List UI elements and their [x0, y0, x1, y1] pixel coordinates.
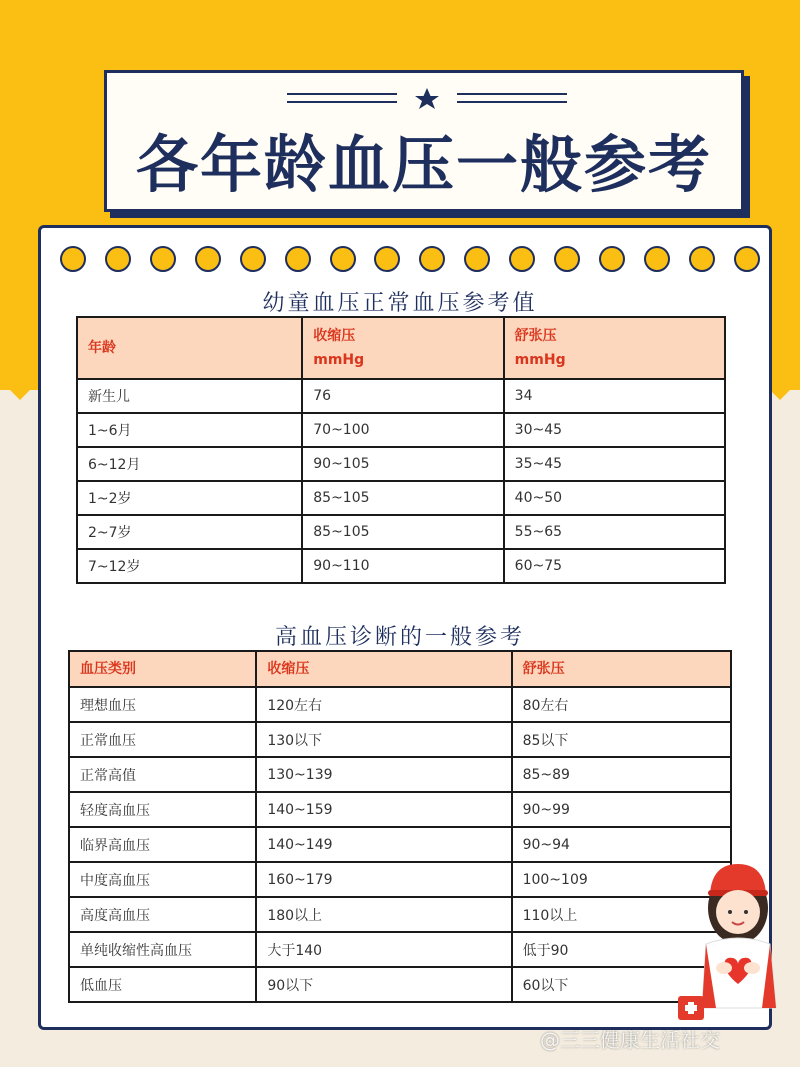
- title-card: [104, 70, 744, 212]
- table-cell: 76: [302, 379, 503, 413]
- table-row: [77, 515, 725, 549]
- table-cell: 120左右: [256, 687, 511, 722]
- column-header-line: mmHg: [514, 352, 566, 368]
- table-cell: 90以下: [256, 967, 511, 1002]
- table-row: [69, 722, 731, 757]
- star-ornament: [287, 87, 567, 111]
- table-row: [69, 827, 731, 862]
- table-cell: 85~89: [512, 757, 731, 792]
- ring-dot: [60, 246, 86, 272]
- table-cell: 理想血压: [69, 687, 256, 722]
- ring-dot: [509, 246, 535, 272]
- table-cell: 34: [504, 379, 725, 413]
- table-row: [77, 549, 725, 583]
- table-row: [69, 897, 731, 932]
- table-cell: 140~149: [256, 827, 511, 862]
- table-cell: 单纯收缩性高血压: [69, 932, 256, 967]
- table-cell: 90~94: [512, 827, 731, 862]
- column-header: 血压类别: [69, 651, 256, 687]
- nurse-illustration: [676, 858, 786, 1028]
- column-header-line: 舒张压: [514, 328, 557, 344]
- ring-dot: [105, 246, 131, 272]
- table-cell: 70~100: [302, 413, 503, 447]
- ring-dot: [330, 246, 356, 272]
- table-cell: 85以下: [512, 722, 731, 757]
- column-header-line: mmHg: [313, 352, 365, 368]
- table-cell: 40~50: [504, 481, 725, 515]
- ring-dot: [464, 246, 490, 272]
- table-cell: 90~99: [512, 792, 731, 827]
- table-row: [69, 792, 731, 827]
- table2-title: 高血压诊断的一般参考: [274, 625, 525, 650]
- ring-dot: [599, 246, 625, 272]
- children-bp-table: [76, 316, 726, 584]
- table-cell: 100~109: [512, 862, 731, 897]
- column-header: 舒张压: [512, 651, 731, 687]
- table-cell: 160~179: [256, 862, 511, 897]
- column-header: 收缩压: [256, 651, 511, 687]
- table-cell: 正常高值: [69, 757, 256, 792]
- column-header-line: 年龄: [88, 340, 116, 356]
- table1-title: 幼童血压正常血压参考值: [262, 291, 538, 316]
- table-row: [69, 967, 731, 1002]
- ring-dot: [150, 246, 176, 272]
- table-cell: 130以下: [256, 722, 511, 757]
- table-cell: 7~12岁: [77, 549, 302, 583]
- table-cell: 中度高血压: [69, 862, 256, 897]
- table-cell: 85~105: [302, 481, 503, 515]
- table-cell: 80左右: [512, 687, 731, 722]
- table-cell: 低于90: [512, 932, 731, 967]
- table-cell: 高度高血压: [69, 897, 256, 932]
- ring-dot: [734, 246, 760, 272]
- page-title: 各年龄血压一般参考: [135, 128, 712, 201]
- table-cell: 1~6月: [77, 413, 302, 447]
- table-row: [69, 687, 731, 722]
- table-row: [77, 413, 725, 447]
- table-cell: 60~75: [504, 549, 725, 583]
- table-cell: 轻度高血压: [69, 792, 256, 827]
- ring-dot: [689, 246, 715, 272]
- column-header: [77, 317, 302, 379]
- table-cell: 2~7岁: [77, 515, 302, 549]
- column-header: [302, 317, 503, 379]
- column-header: [504, 317, 725, 379]
- ring-dot: [374, 246, 400, 272]
- table-cell: 6~12月: [77, 447, 302, 481]
- table-cell: 1~2岁: [77, 481, 302, 515]
- table-cell: 55~65: [504, 515, 725, 549]
- watermark: @三三健康生活社交: [540, 1028, 720, 1052]
- table-row: [69, 932, 731, 967]
- table-cell: 35~45: [504, 447, 725, 481]
- table-cell: 低血压: [69, 967, 256, 1002]
- ring-dot: [554, 246, 580, 272]
- table-cell: 临界高血压: [69, 827, 256, 862]
- column-header-line: 收缩压: [313, 328, 356, 344]
- table-cell: 60以下: [512, 967, 731, 1002]
- hypertension-table: [68, 650, 732, 1003]
- table-row: [77, 447, 725, 481]
- ring-dot: [644, 246, 670, 272]
- table-row: [77, 481, 725, 515]
- table-cell: 90~110: [302, 549, 503, 583]
- table-cell: 新生儿: [77, 379, 302, 413]
- table-row: [69, 757, 731, 792]
- table-cell: 130~139: [256, 757, 511, 792]
- notebook-rings: [60, 246, 760, 274]
- table-cell: 30~45: [504, 413, 725, 447]
- ring-dot: [419, 246, 445, 272]
- table-cell: 90~105: [302, 447, 503, 481]
- table-row: [77, 379, 725, 413]
- ring-dot: [195, 246, 221, 272]
- table-cell: 140~159: [256, 792, 511, 827]
- table-cell: 85~105: [302, 515, 503, 549]
- ring-dot: [285, 246, 311, 272]
- table-row: [69, 862, 731, 897]
- ring-dot: [240, 246, 266, 272]
- table-cell: 110以上: [512, 897, 731, 932]
- table-cell: 大于140: [256, 932, 511, 967]
- table-cell: 180以上: [256, 897, 511, 932]
- table-cell: 正常血压: [69, 722, 256, 757]
